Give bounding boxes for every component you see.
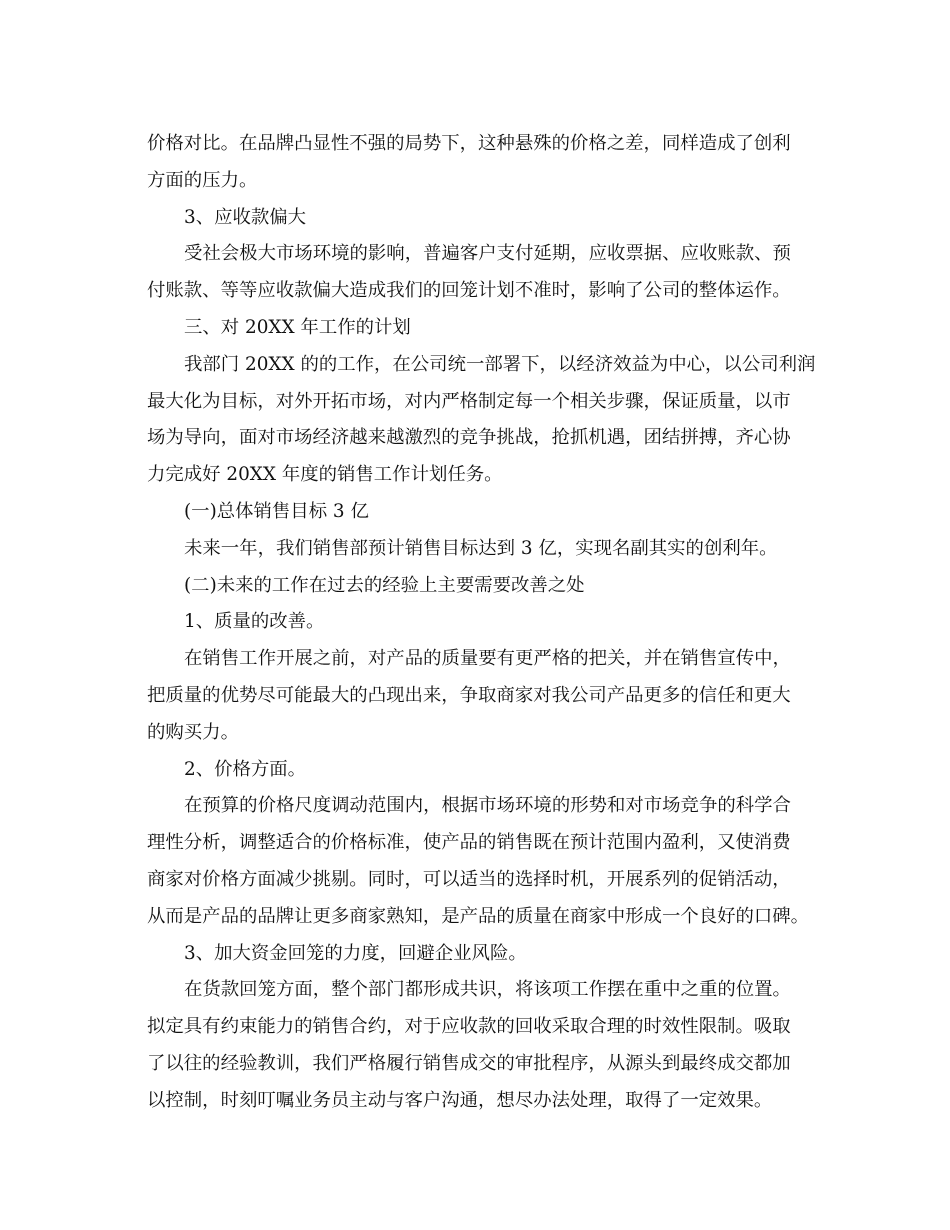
section-heading <box>147 310 812 347</box>
text-line: 付账款、等等应收款偏大造成我们的回笼计划不准时，影响了公司的整体运作。 <box>147 280 791 302</box>
text-line: 未来一年，我们销售部预计销售目标达到 3 亿，实现名副其实的创利年。 <box>184 537 778 559</box>
text-line: 受社会极大市场环境的影响，普遍客户支付延期，应收票据、应收账款、预 <box>184 243 791 265</box>
text-line: 在货款回笼方面，整个部门都形成共识，将该项工作摆在重中之重的位置。 <box>184 979 791 1001</box>
text-line: 的购买力。 <box>147 721 239 743</box>
section-heading <box>147 752 812 789</box>
text-line: 三、对 20XX 年工作的计划 <box>184 316 411 338</box>
paragraph <box>147 126 812 200</box>
text-line: 方面的压力。 <box>147 169 258 191</box>
text-line: (二)未来的工作在过去的经验上主要需要改善之处 <box>184 574 585 596</box>
text-line: 了以往的经验教训，我们严格履行销售成交的审批程序，从源头到最终成交都加 <box>147 1052 791 1074</box>
text-line: 理性分析，调整适合的价格标准，使产品的销售既在预计范围内盈利，又使消费 <box>147 832 791 854</box>
text-line: 力完成好 20XX 年度的销售工作计划任务。 <box>147 464 503 486</box>
text-line: (一)总体销售目标 3 亿 <box>184 500 369 522</box>
text-line: 3、加大资金回笼的力度，回避企业风险。 <box>184 942 527 964</box>
text-line: 场为导向，面对市场经济越来越激烈的竞争挑战，抢抓机遇，团结拼搏，齐心协 <box>147 427 791 449</box>
paragraph <box>147 972 812 1119</box>
text-line: 商家对价格方面减少挑剔。同时，可以适当的选择时机，开展系列的促销活动， <box>147 868 791 890</box>
paragraph <box>147 641 812 751</box>
text-line: 2、价格方面。 <box>184 758 307 780</box>
section-heading <box>147 494 812 531</box>
text-line: 1、质量的改善。 <box>184 611 325 633</box>
text-line: 拟定具有约束能力的销售合约，对于应收款的回收采取合理的时效性限制。吸取 <box>147 1016 791 1038</box>
paragraph <box>147 531 812 568</box>
text-line: 从而是产品的品牌让更多商家熟知，是产品的质量在商家中形成一个良好的口碑。 <box>147 905 810 927</box>
text-line: 3、应收款偏大 <box>184 206 307 228</box>
document-body <box>147 126 816 1120</box>
text-line: 我部门 20XX 的的工作，在公司统一部署下，以经济效益为中心，以公司利润 <box>184 353 816 375</box>
text-line: 在预算的价格尺度调动范围内，根据市场环境的形势和对市场竞争的科学合 <box>184 795 791 817</box>
paragraph <box>147 236 812 310</box>
section-heading <box>147 604 812 641</box>
paragraph <box>147 788 812 935</box>
text-line: 把质量的优势尽可能最大的凸现出来，争取商家对我公司产品更多的信任和更大 <box>147 684 791 706</box>
text-line: 在销售工作开展之前，对产品的质量要有更严格的把关，并在销售宣传中， <box>184 648 791 670</box>
section-heading <box>147 200 812 237</box>
text-line: 以控制，时刻叮嘱业务员主动与客户沟通，想尽办法处理，取得了一定效果。 <box>147 1089 773 1111</box>
text-line: 价格对比。在品牌凸显性不强的局势下，这种悬殊的价格之差，同样造成了创利 <box>147 133 791 154</box>
text-line: 最大化为目标，对外开拓市场，对内严格制定每一个相关步骤，保证质量，以市 <box>147 390 791 412</box>
section-heading <box>147 936 812 973</box>
paragraph <box>147 347 816 494</box>
section-heading <box>147 568 812 605</box>
